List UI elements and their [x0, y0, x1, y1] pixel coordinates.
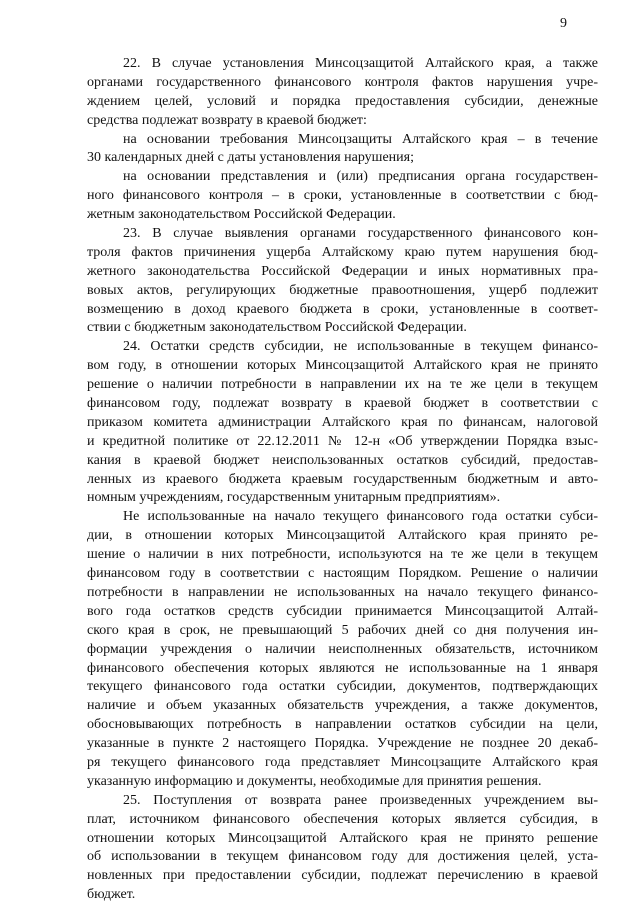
text-line: об использовании в текущем финансовом году для достижения целей, уста- [87, 849, 598, 865]
text-line: и кредитной политике от 22.12.2011 № 12-н «Об утверждении Порядка взыс- [87, 433, 598, 449]
text-line: на основании требования Минсоцзащиты Алтайского края – в течение [123, 131, 598, 147]
page-number: 9 [560, 16, 567, 31]
text-line: 24. Остатки средств субсидии, не использованные в текущем финансо- [123, 339, 598, 355]
text-line: финансового обеспечения которых являются не использованные на 1 января [87, 660, 598, 676]
text-line: 25. Поступления от возврата ранее произведенных учреждением вы- [123, 792, 598, 808]
text-line: ного финансового контроля – в сроки, установленные в соответствии с бюд- [87, 188, 598, 204]
text-line: дии, в отношении которых Минсоцзащитой Алтайского края принято ре- [87, 528, 598, 544]
paragraph-clause-25 [87, 792, 598, 905]
text-line: отношении которых Минсоцзащитой Алтайского края не принято решение [87, 830, 598, 846]
text-line: жетного законодательства Российской Федерации и иных нормативных пра- [87, 263, 598, 279]
paragraph-clause-22 [87, 55, 598, 131]
text-line: обосновывающих потребность в направлении остатков субсидии на цели, [87, 717, 598, 733]
text-line: шение о наличии в них потребности, используются на те же цели в текущем [87, 547, 598, 563]
text-line: решение о наличии потребности в направлении их на те же цели в текущем [87, 377, 598, 393]
text-line: указанную информацию и документы, необходимые для принятия решения. [87, 773, 542, 789]
text-line: вовых актов, регулирующих бюджетные правоотношения, ущерб подлежит [87, 282, 598, 298]
text-line: органами государственного финансового контроля фактов нарушения учре- [87, 74, 598, 90]
text-line: вом году, в отношении которых Минсоцзащитой Алтайского края не принято [87, 358, 598, 374]
paragraph-clause-24-continuation [87, 508, 598, 791]
text-line: наличие и объем указанных обязательств учреждения, а также документов, [87, 698, 598, 714]
text-line: вого года остатков средств субсидии принимается Минсоцзащитой Алтай- [87, 603, 598, 619]
document-body [87, 55, 598, 905]
text-line: на основании представления и (или) предписания органа государствен- [123, 169, 598, 185]
text-line: 30 календарных дней с даты установления нарушения; [87, 150, 414, 166]
text-line: кания в краевой бюджет неиспользованных остатков субсидий, предостав- [87, 452, 598, 468]
text-line: средства подлежат возврату в краевой бюджет: [87, 112, 367, 128]
text-line: 23. В случае выявления органами государственного финансового кон- [123, 226, 598, 242]
text-line: ря текущего финансового года представляет Минсоцзащите Алтайского края [87, 754, 598, 770]
text-line: приказом комитета администрации Алтайского края по финансам, налоговой [87, 414, 598, 430]
text-line: финансовом году, подлежат возврату в краевой бюджет в соответствии с [87, 396, 598, 412]
text-line: формации учреждения о наличии неисполненных обязательств, источником [87, 641, 598, 657]
text-line: жетным законодательством Российской Федерации. [87, 207, 396, 223]
text-line: бюджет. [87, 887, 136, 903]
text-line: возмещению в доход краевого бюджета в сроки, установленные в соответ- [87, 301, 598, 317]
text-line: новленных при предоставлении субсидии, подлежат перечислению в краевой [87, 868, 598, 884]
text-line: потребности в направлении не использованных на начало текущего финансо- [87, 584, 598, 600]
text-line: 22. В случае установления Минсоцзащитой Алтайского края, а также [123, 56, 598, 71]
text-line: ского края в срок, не превышающий 5 рабочих дней со дня получения ин- [87, 622, 598, 638]
text-line: финансовом году в соответствии с настоящим Порядком. Решение о наличии [87, 566, 598, 582]
text-line: текущего финансового года остатки субсидии, документов, подтверждающих [87, 679, 598, 695]
paragraph-clause-23 [87, 225, 598, 338]
paragraph-clause-22-item-2 [87, 168, 598, 225]
text-line: ждением целей, условий и порядка предоставления субсидии, денежные [87, 93, 598, 109]
paragraph-clause-22-item-1 [87, 131, 598, 169]
text-line: троля фактов причинения ущерба Алтайскому краю путем нарушения бюд- [87, 244, 598, 260]
text-line: Не использованные на начало текущего финансового года остатки субси- [123, 509, 598, 525]
text-line: указанные в пункте 2 настоящего Порядка. Учреждение не позднее 20 декаб- [87, 736, 598, 752]
paragraph-clause-24 [87, 338, 598, 508]
text-line: ствии с бюджетным законодательством Российской Федерации. [87, 320, 467, 336]
text-line: ленных из краевого бюджета краевым государственным бюджетным и авто- [87, 471, 598, 487]
text-line: плат, источником финансового обеспечения которых является субсидия, в [87, 811, 598, 827]
text-line: номным учреждениям, государственным унитарным предприятиям». [87, 490, 501, 506]
